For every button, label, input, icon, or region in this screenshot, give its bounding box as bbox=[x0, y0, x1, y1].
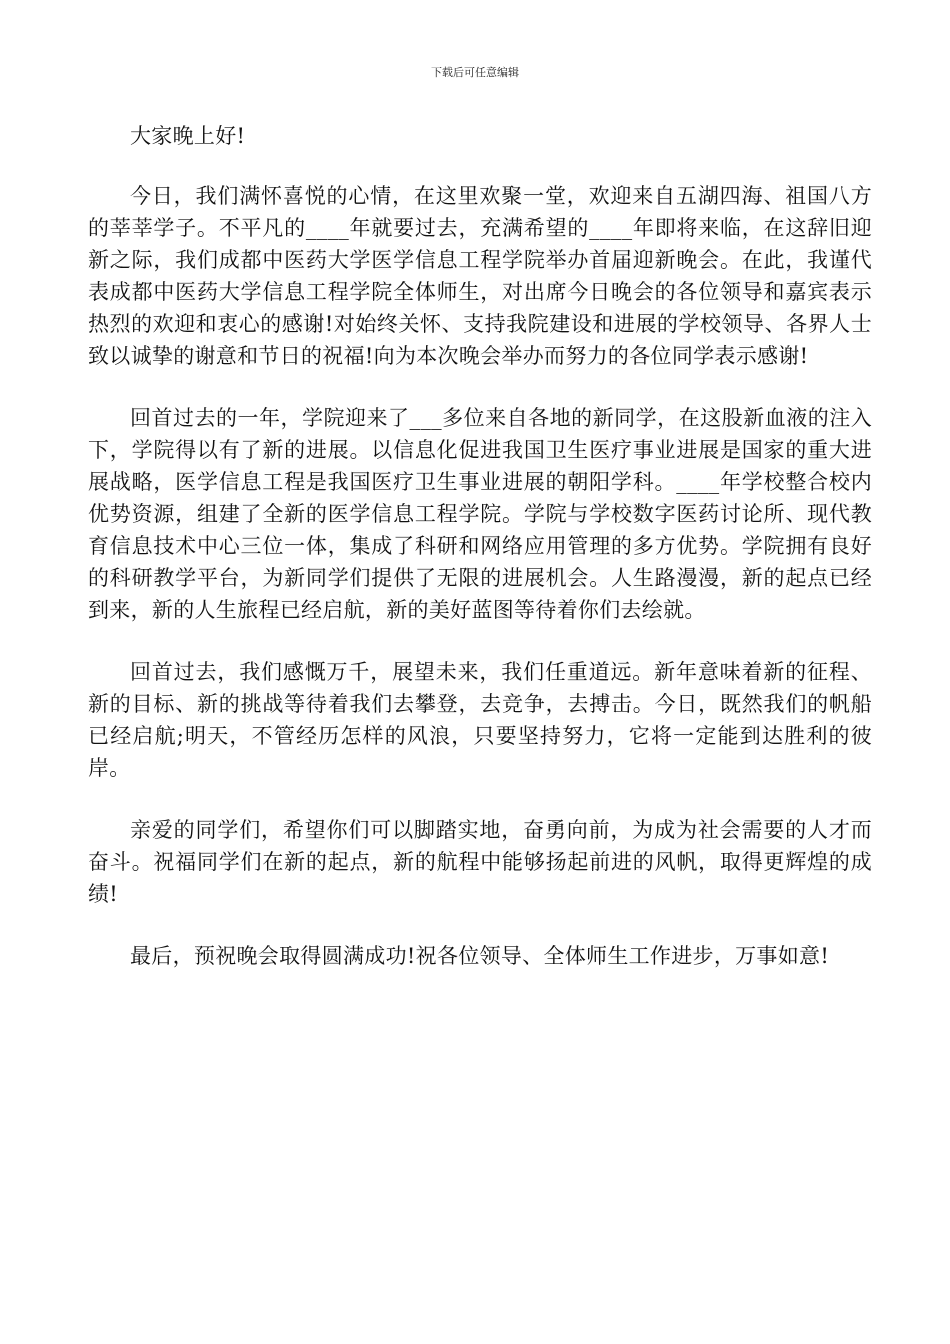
paragraph-review: 回首过去的一年，学院迎来了___多位来自各地的新同学，在这股新血液的注入下，学院得以有了新的进展。以信息化促进我国卫生医疗事业进展是国家的重大进展战略，医学信息工程是我国医疗卫生事业进展的朝阳学科。____年学校整合校内优势资源，组建了全新的医学信息工程学院。学院与学校数字医药讨论所、现代教育信息技术中心三位一体，集成了科研和网络应用管理的多方优势。学院拥有良好的科研教学平台，为新同学们提供了无限的进展机会。人生路漫漫，新的起点已经到来，新的人生旅程已经启航，新的美好蓝图等待着你们去绘就。 bbox=[88, 406, 872, 622]
paragraph-wishes: 亲爱的同学们，希望你们可以脚踏实地，奋勇向前，为成为社会需要的人才而奋斗。祝福同学们在新的起点，新的航程中能够扬起前进的风帆，取得更辉煌的成绩! bbox=[88, 818, 872, 906]
page-header-note: 下载后可任意编辑 bbox=[431, 66, 519, 79]
greeting-line: 大家晚上好! bbox=[130, 124, 246, 148]
paragraph-outlook: 回首过去，我们感慨万千，展望未来，我们任重道远。新年意味着新的征程、新的目标、新的挑战等待着我们去攀登，去竞争，去搏击。今日，既然我们的帆船已经启航;明天，不管经历怎样的风浪，只要坚持努力，它将一定能到达胜利的彼岸。 bbox=[88, 660, 872, 780]
paragraph-closing: 最后，预祝晚会取得圆满成功!祝各位领导、全体师生工作进步，万事如意! bbox=[130, 944, 830, 968]
document-body bbox=[88, 120, 872, 1002]
paragraph-welcome: 今日，我们满怀喜悦的心情，在这里欢聚一堂，欢迎来自五湖四海、祖国八方的莘莘学子。不平凡的____年就要过去，充满希望的____年即将来临，在这辞旧迎新之际，我们成都中医药大学医学信息工程学院举办首届迎新晚会。在此，我谨代表成都中医药大学信息工程学院全体师生，对出席今日晚会的各位领导和嘉宾表示热烈的欢迎和衷心的感谢!对始终关怀、支持我院建设和进展的学校领导、各界人士致以诚挚的谢意和节日的祝福!向为本次晚会举办而努力的各位同学表示感谢! bbox=[88, 184, 872, 368]
